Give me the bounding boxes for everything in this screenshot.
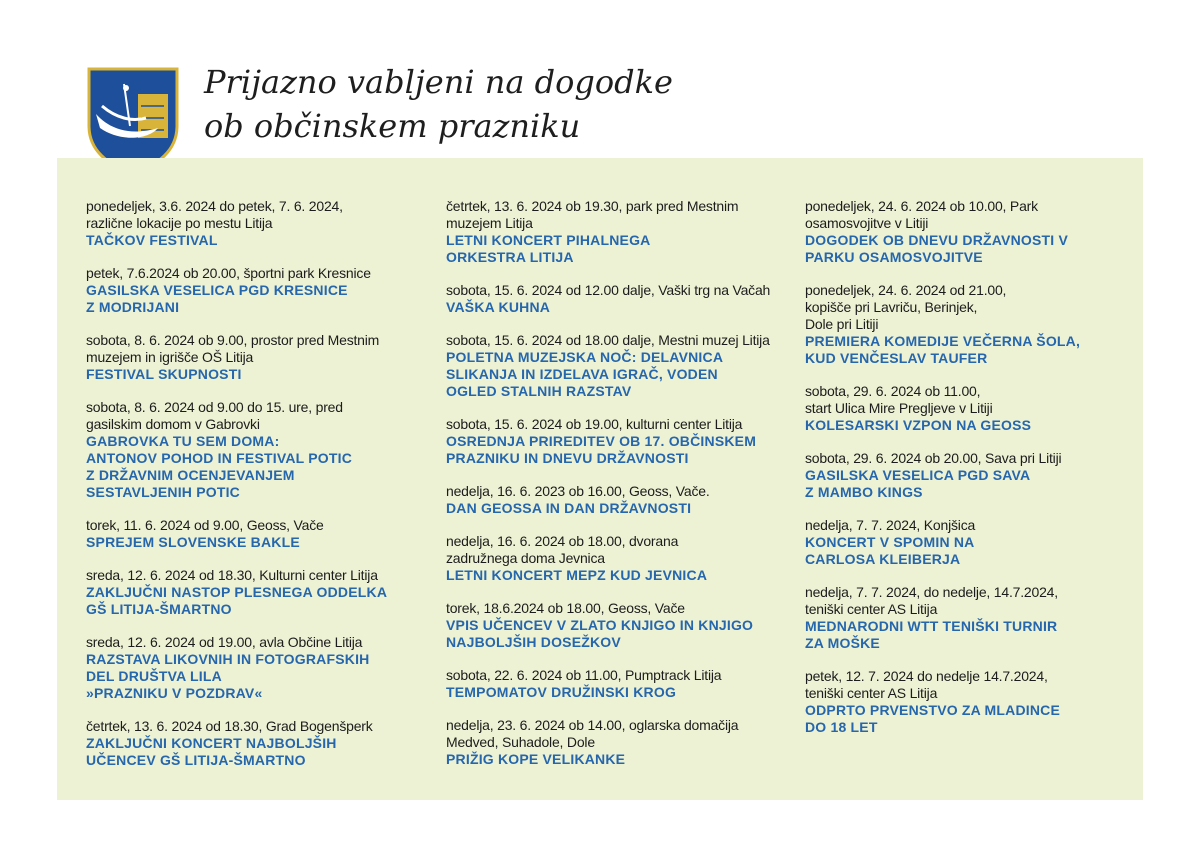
event-title: ORKESTRA LITIJA — [446, 249, 574, 265]
event-date-location: sreda, 12. 6. 2024 od 19.00, avla Občine Litija — [86, 634, 363, 650]
event-date-location: torek, 18.6.2024 ob 18.00, Geoss, Vače — [446, 600, 685, 616]
event-date-location: teniški center AS Litija — [805, 601, 938, 617]
event-date-location: četrtek, 13. 6. 2024 ob 19.30, park pred Mestnim — [446, 198, 739, 214]
event-title: SLIKANJA IN IZDELAVA IGRAČ, VODEN — [446, 366, 718, 382]
event-title: PREMIERA KOMEDIJE VEČERNA ŠOLA, — [805, 333, 1081, 349]
event-item — [86, 399, 426, 501]
event-date-location: različne lokacije po mestu Litija — [86, 215, 273, 231]
event-date-location: sobota, 8. 6. 2024 od 9.00 do 15. ure, pred — [86, 399, 343, 415]
event-date-location: torek, 11. 6. 2024 od 9.00, Geoss, Vače — [86, 517, 324, 533]
event-date-location: sobota, 15. 6. 2024 od 12.00 dalje, Vaški trg na Vačah — [446, 282, 771, 298]
event-date-location: gasilskim domom v Gabrovki — [86, 416, 260, 432]
event-title: TAČKOV FESTIVAL — [86, 232, 218, 248]
event-date-location: sobota, 29. 6. 2024 ob 11.00, — [805, 383, 981, 399]
event-date-location: Medved, Suhadole, Dole — [446, 734, 595, 750]
event-title: PRIŽIG KOPE VELIKANKE — [446, 751, 626, 767]
event-title: OGLED STALNIH RAZSTAV — [446, 383, 632, 399]
event-date-location: zadružnega doma Jevnica — [446, 550, 605, 566]
event-title: LETNI KONCERT PIHALNEGA — [446, 232, 651, 248]
event-item — [805, 282, 1145, 367]
event-date-location: teniški center AS Litija — [805, 685, 938, 701]
event-title: ZAKLJUČNI KONCERT NAJBOLJŠIH — [86, 735, 337, 751]
event-item — [446, 717, 786, 768]
event-item — [446, 332, 786, 400]
event-item — [86, 718, 426, 769]
event-title: CARLOSA KLEIBERJA — [805, 551, 961, 567]
event-item — [805, 198, 1145, 266]
event-date-location: sobota, 15. 6. 2024 od 18.00 dalje, Mestni muzej Litija — [446, 332, 770, 348]
event-title: ZAKLJUČNI NASTOP PLESNEGA ODDELKA — [86, 584, 388, 600]
event-title: DEL DRUŠTVA LILA — [86, 668, 222, 684]
event-title: Z DRŽAVNIM OCENJEVANJEM — [86, 467, 295, 483]
event-date-location: osamosvojitve v Litiji — [805, 215, 929, 231]
event-item — [86, 567, 426, 618]
page-title — [204, 60, 673, 148]
event-title: ANTONOV POHOD IN FESTIVAL POTIC — [86, 450, 352, 466]
event-title: FESTIVAL SKUPNOSTI — [86, 366, 242, 382]
event-title: PARKU OSAMOSVOJITVE — [805, 249, 983, 265]
event-title: LETNI KONCERT MEPZ KUD JEVNICA — [446, 567, 708, 583]
event-title: SPREJEM SLOVENSKE BAKLE — [86, 534, 300, 550]
event-title: OSREDNJA PRIREDITEV OB 17. OBČINSKEM — [446, 433, 757, 449]
event-date-location: sobota, 15. 6. 2024 ob 19.00, kulturni center Litija — [446, 416, 743, 432]
event-date-location: petek, 12. 7. 2024 do nedelje 14.7.2024, — [805, 668, 1048, 684]
event-item — [446, 600, 786, 651]
events-column-2 — [446, 198, 786, 784]
events-column-3 — [805, 198, 1145, 752]
event-date-location: muzejem Litija — [446, 215, 533, 231]
event-title: ODPRTO PRVENSTVO ZA MLADINCE — [805, 702, 1061, 718]
event-date-location: muzejem in igrišče OŠ Litija — [86, 349, 254, 365]
event-date-location: nedelja, 23. 6. 2024 ob 14.00, oglarska domačija — [446, 717, 739, 733]
event-date-location: nedelja, 16. 6. 2023 ob 16.00, Geoss, Vače. — [446, 483, 710, 499]
event-title: VAŠKA KUHNA — [446, 299, 551, 315]
event-title: GASILSKA VESELICA PGD KRESNICE — [86, 282, 348, 298]
event-title: DAN GEOSSA IN DAN DRŽAVNOSTI — [446, 500, 692, 516]
event-date-location: petek, 7.6.2024 ob 20.00, športni park Kresnice — [86, 265, 371, 281]
event-title: SESTAVLJENIH POTIC — [86, 484, 240, 500]
event-item — [446, 198, 786, 266]
event-item — [805, 383, 1145, 434]
event-title: Z MAMBO KINGS — [805, 484, 923, 500]
event-item — [86, 634, 426, 702]
event-item — [446, 483, 786, 517]
event-item — [86, 198, 426, 249]
event-date-location: Dole pri Litiji — [805, 316, 879, 332]
event-title: UČENCEV GŠ LITIJA-ŠMARTNO — [86, 752, 306, 768]
event-title: POLETNA MUZEJSKA NOČ: DELAVNICA — [446, 349, 724, 365]
event-item — [86, 517, 426, 551]
title-line-2: ob občinskem prazniku — [204, 107, 581, 145]
event-date-location: sobota, 29. 6. 2024 ob 20.00, Sava pri Litiji — [805, 450, 1062, 466]
event-title: KUD VENČESLAV TAUFER — [805, 350, 988, 366]
event-date-location: ponedeljek, 3.6. 2024 do petek, 7. 6. 2024, — [86, 198, 343, 214]
event-title: KONCERT V SPOMIN NA — [805, 534, 975, 550]
event-title: KOLESARSKI VZPON NA GEOSS — [805, 417, 1032, 433]
event-title: PRAZNIKU IN DNEVU DRŽAVNOSTI — [446, 450, 689, 466]
event-item — [446, 416, 786, 467]
event-title: RAZSTAVA LIKOVNIH IN FOTOGRAFSKIH — [86, 651, 370, 667]
event-title: »PRAZNIKU V POZDRAV« — [86, 685, 263, 701]
event-date-location: nedelja, 16. 6. 2024 ob 18.00, dvorana — [446, 533, 679, 549]
event-title: MEDNARODNI WTT TENIŠKI TURNIR — [805, 618, 1058, 634]
event-date-location: četrtek, 13. 6. 2024 od 18.30, Grad Bogenšperk — [86, 718, 373, 734]
event-item — [86, 332, 426, 383]
event-title: Z MODRIJANI — [86, 299, 180, 315]
event-item — [805, 517, 1145, 568]
event-title: GABROVKA TU SEM DOMA: — [86, 433, 280, 449]
event-date-location: sreda, 12. 6. 2024 od 18.30, Kulturni center Litija — [86, 567, 378, 583]
event-item — [446, 282, 786, 316]
event-date-location: nedelja, 7. 7. 2024, Konjšica — [805, 517, 976, 533]
event-item — [805, 450, 1145, 501]
event-title: DO 18 LET — [805, 719, 878, 735]
title-line-1: Prijazno vabljeni na dogodke — [204, 63, 673, 101]
event-item — [805, 668, 1145, 736]
event-item — [86, 265, 426, 316]
event-title: GASILSKA VESELICA PGD SAVA — [805, 467, 1031, 483]
event-item — [446, 533, 786, 584]
event-item — [805, 584, 1145, 652]
event-date-location: ponedeljek, 24. 6. 2024 od 21.00, — [805, 282, 1007, 298]
event-date-location: sobota, 22. 6. 2024 ob 11.00, Pumptrack Litija — [446, 667, 722, 683]
event-title: NAJBOLJŠIH DOSEŽKOV — [446, 634, 621, 650]
event-title: TEMPOMATOV DRUŽINSKI KROG — [446, 684, 677, 700]
event-date-location: ponedeljek, 24. 6. 2024 ob 10.00, Park — [805, 198, 1038, 214]
event-title: VPIS UČENCEV V ZLATO KNJIGO IN KNJIGO — [446, 617, 754, 633]
event-date-location: nedelja, 7. 7. 2024, do nedelje, 14.7.2024, — [805, 584, 1058, 600]
events-panel — [57, 158, 1143, 800]
event-date-location: kopišče pri Lavriču, Berinjek, — [805, 299, 978, 315]
event-date-location: start Ulica Mire Pregljeve v Litiji — [805, 400, 993, 416]
event-title: GŠ LITIJA-ŠMARTNO — [86, 601, 232, 617]
event-title: ZA MOŠKE — [805, 635, 880, 651]
event-date-location: sobota, 8. 6. 2024 ob 9.00, prostor pred Mestnim — [86, 332, 380, 348]
event-item — [446, 667, 786, 701]
events-column-1 — [86, 198, 426, 785]
event-title: DOGODEK OB DNEVU DRŽAVNOSTI V — [805, 232, 1069, 248]
